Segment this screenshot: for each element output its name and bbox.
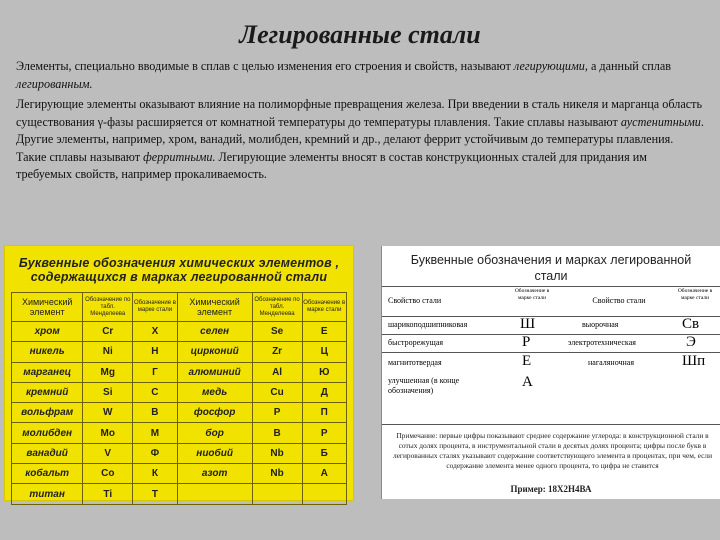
table-cell: кремний (12, 382, 83, 402)
table-note: Примечание: первые цифры показывают среднее содержание углерода: в конструкционной стали в сотых долях процента, в инструментальной стали в десятых долях процента; цифры после букв в легированных сталях указывают содержание соответствующего элемента в процентах, при чем, если содержание элемента менее одного процента, то цифра не ставится (392, 431, 713, 470)
example-label: Пример: 18Х2Н4ВА (510, 484, 592, 494)
property-cell: электротехническая (568, 338, 636, 347)
divider (382, 352, 720, 353)
designation-cell: Э (686, 334, 696, 350)
table-cell: Cu (252, 382, 302, 402)
table-cell: Г (133, 362, 177, 382)
p2-text-e: Легирующие элементы вносят в состав конструкционных сталей для придания им требуемых свойств, например прокаливаемость. (16, 149, 647, 181)
table-cell: Д (302, 382, 346, 402)
table-cell: молибден (12, 423, 83, 443)
divider (382, 334, 720, 335)
header-property-1: Свойство стали (388, 296, 442, 305)
property-cell: выорочная (582, 320, 619, 329)
table-cell: Zr (252, 342, 302, 362)
table-cell: Х (133, 322, 177, 342)
p2-text-c: . Другие элементы, например, хром, ванадий, молибден, кремний и др., делают феррит устойчивым до температуры плавления. Такие сплавы называют (16, 114, 704, 164)
table-cell: P (252, 403, 302, 423)
table-row (12, 464, 347, 484)
header-cell: Химический элемент (12, 293, 83, 322)
table-cell: Si (83, 382, 133, 402)
table-cell: Р (302, 423, 346, 443)
p2-term-ferritic: ферритными. (143, 149, 216, 164)
table-row (12, 423, 347, 443)
table-cell: хром (12, 322, 83, 342)
table-cell: Nb (252, 443, 302, 463)
designation-cell: Св (682, 316, 700, 332)
table-row (12, 322, 347, 342)
property-cell: быстрорежущая (388, 338, 444, 347)
table-cell: ванадий (12, 443, 83, 463)
property-table-title-line1: Буквенные обозначения и марках легированной (410, 253, 692, 267)
designation-cell: Шп (682, 353, 706, 369)
table-cell: Н (133, 342, 177, 362)
page-title: Легированные стали (239, 20, 481, 49)
header-cell: Химический элемент (177, 293, 252, 322)
table-cell: Cr (83, 322, 133, 342)
header-cell: Обозначение по табл. Менделеева (83, 293, 133, 322)
property-cell: магнитотвердая (388, 358, 442, 367)
designation-cell: А (522, 374, 533, 390)
table-row (12, 342, 347, 362)
table-cell: Т (133, 484, 177, 504)
divider (382, 286, 720, 287)
element-table-header (12, 293, 347, 322)
property-cell: нагаляночная (588, 358, 635, 367)
table-cell: Co (83, 464, 133, 484)
element-table-title-line1: Буквенные обозначения химических элементов , (18, 256, 340, 270)
table-row (12, 484, 347, 504)
table-row (12, 403, 347, 423)
element-table-title-line2: содержащихся в марках легированной стали (30, 270, 328, 284)
table-cell: селен (177, 322, 252, 342)
element-table-grid (11, 292, 347, 505)
table-cell: V (83, 443, 133, 463)
table-cell: Ц (302, 342, 346, 362)
table-cell: W (83, 403, 133, 423)
table-cell: Mo (83, 423, 133, 443)
table-cell: А (302, 464, 346, 484)
table-cell (302, 484, 346, 504)
header-designation-2: Обозначение в марке стали (677, 288, 713, 301)
table-cell: вольфрам (12, 403, 83, 423)
table-cell: Б (302, 443, 346, 463)
table-cell: медь (177, 382, 252, 402)
table-cell: Nb (252, 464, 302, 484)
header-cell: Обозначение по табл. Менделеева (252, 293, 302, 322)
header-property-2: Свойство стали (592, 296, 646, 305)
element-designation-table (4, 245, 354, 501)
p1-term-alloyed: легированным. (16, 76, 93, 91)
table-cell: никель (12, 342, 83, 362)
table-cell: М (133, 423, 177, 443)
table-cell: К (133, 464, 177, 484)
table-cell: алюминий (177, 362, 252, 382)
p2-text-a: Легирующие элементы оказывают влияние на полиморфные превращения железа. При введении в сталь никеля и марганца область существования γ-фазы расширяется от комнатной температуры до температуры плавления. Такие сплавы называют (16, 97, 703, 129)
property-cell: улучшенная (в конце обозначения) (388, 376, 460, 395)
table-cell: кобальт (12, 464, 83, 484)
paragraph-2 (16, 96, 706, 184)
table-cell: ниобий (177, 443, 252, 463)
designation-cell: Р (522, 334, 531, 350)
table-cell: Ni (83, 342, 133, 362)
table-row (12, 362, 347, 382)
table-cell: цирконий (177, 342, 252, 362)
steel-property-designation-table (381, 246, 720, 499)
table-cell: П (302, 403, 346, 423)
table-cell: Е (302, 322, 346, 342)
property-table-title-line2: стали (534, 269, 568, 283)
table-row (12, 382, 347, 402)
table-cell: Ф (133, 443, 177, 463)
p1-text-c: , а данный сплав (584, 59, 672, 73)
table-cell (252, 484, 302, 504)
table-cell: азот (177, 464, 252, 484)
table-cell: Ю (302, 362, 346, 382)
table-cell: Ti (83, 484, 133, 504)
divider (382, 316, 720, 317)
element-table-title (5, 246, 353, 284)
table-cell: титан (12, 484, 83, 504)
table-cell: Mg (83, 362, 133, 382)
table-cell: Al (252, 362, 302, 382)
table-cell: B (252, 423, 302, 443)
table-cell: В (133, 403, 177, 423)
property-table-title (382, 246, 720, 284)
designation-cell: Е (522, 353, 532, 369)
table-cell: С (133, 382, 177, 402)
p1-term-alloying: легирующими (513, 59, 585, 73)
p2-term-austenitic: аустенитными (620, 114, 701, 129)
header-cell: Обозначение в марке стали (133, 293, 177, 322)
table-cell: Se (252, 322, 302, 342)
table-cell: марганец (12, 362, 83, 382)
p1-text-a: Элементы, специально вводимые в сплав с целью изменения его строения и свойств, называют (16, 59, 514, 73)
table-cell (177, 484, 252, 504)
property-cell: шарикоподшипниковая (388, 320, 468, 329)
designation-cell: Ш (520, 316, 536, 332)
table-cell: бор (177, 423, 252, 443)
table-cell: фосфор (177, 403, 252, 423)
paragraph-1 (16, 58, 706, 93)
table-row (12, 443, 347, 463)
header-cell: Обозначение в марке стали (302, 293, 346, 322)
divider (382, 424, 720, 425)
header-designation-1: Обозначение в марке стали (514, 288, 550, 301)
